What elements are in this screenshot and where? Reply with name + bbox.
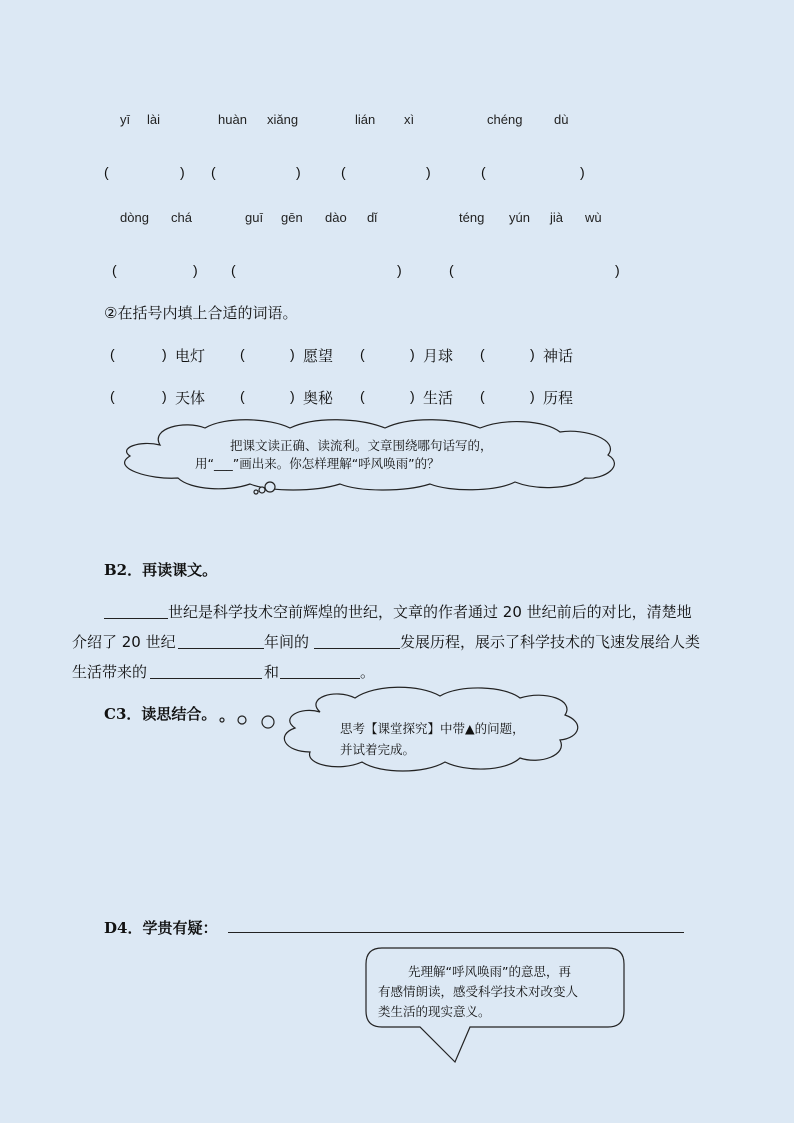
answer-paren-open: ( (449, 262, 454, 278)
answer-paren-open: ( (112, 262, 117, 278)
pinyin-syllable: yún (509, 210, 530, 225)
answer-paren-close: ) (615, 262, 620, 278)
word-item: 电灯 (175, 347, 206, 365)
word-item: 奥秘 (303, 389, 334, 407)
answer-paren-open: ( (211, 164, 216, 180)
answer-paren-open: ( (240, 346, 245, 362)
answer-paren-close: ) (180, 164, 185, 180)
pinyin-syllable: dào (325, 210, 347, 225)
answer-paren-close: ) (162, 388, 167, 404)
blank-line (314, 648, 400, 649)
section-b-text: 年间的 (264, 633, 310, 651)
cloud2-line2: 并试着完成。 (340, 742, 416, 757)
instruction-fill-words: ②在括号内填上合适的词语。 (104, 304, 298, 322)
pinyin-syllable: gēn (281, 210, 303, 225)
answer-paren-close: ) (397, 262, 402, 278)
word-item: 天体 (175, 389, 206, 407)
section-b-text: 生活带来的 (72, 663, 148, 681)
answer-paren-close: ) (426, 164, 431, 180)
answer-paren-close: ) (530, 346, 535, 362)
pinyin-syllable: chéng (487, 112, 523, 127)
blank-line (280, 678, 360, 679)
answer-paren-open: ( (341, 164, 346, 180)
blank-line (178, 648, 264, 649)
section-c-heading: C3．读思结合。 (104, 705, 217, 723)
pinyin-syllable: xì (404, 112, 415, 127)
bubble-line1: 先理解“呼风唤雨”的意思，再 (408, 964, 571, 979)
word-item: 月球 (423, 347, 454, 365)
answer-paren-open: ( (110, 388, 115, 404)
answer-paren-open: ( (480, 346, 485, 362)
answer-paren-close: ) (530, 388, 535, 404)
answer-paren-close: ) (162, 346, 167, 362)
word-item: 生活 (423, 389, 454, 407)
answer-paren-open: ( (360, 388, 365, 404)
cloud1-line2: 用“___”画出来。你怎样理解“呼风唤雨”的？ (195, 456, 440, 471)
answer-paren-close: ) (296, 164, 301, 180)
pinyin-syllable: dù (554, 112, 569, 127)
answer-paren-close: ) (290, 346, 295, 362)
pinyin-syllable: xiǎng (267, 112, 299, 127)
pinyin-syllable: dǐ (367, 210, 378, 225)
word-item: 神话 (543, 347, 574, 365)
bubble-line2: 有感情朗读，感受科学技术对改变人 (378, 984, 579, 999)
cloud1-line1: 把课文读正确、读流利。文章围绕哪句话写的， (230, 438, 493, 453)
section-b-text: 。 (360, 663, 376, 681)
section-d-heading: D4．学贵有疑： (104, 919, 218, 937)
pinyin-syllable: guī (245, 210, 264, 225)
answer-paren-close: ) (580, 164, 585, 180)
pinyin-syllable: wù (585, 210, 602, 225)
section-b-text: 介绍了 20 世纪 (72, 633, 176, 651)
pinyin-syllable: lián (355, 112, 376, 127)
answer-paren-open: ( (481, 164, 486, 180)
word-item: 历程 (543, 389, 574, 407)
section-b-text: 发展历程，展示了科学技术的飞速发展给人类 (400, 633, 701, 651)
answer-paren-open: ( (480, 388, 485, 404)
question-answer-line[interactable] (228, 932, 684, 933)
pinyin-syllable: téng (459, 210, 485, 225)
blank-line (104, 618, 168, 619)
cloud2-line1: 思考【课堂探究】中带▲的问题， (340, 721, 525, 736)
answer-paren-open: ( (360, 346, 365, 362)
section-b-text: 和 (264, 663, 280, 681)
answer-paren-close: ) (290, 388, 295, 404)
answer-paren-close: ) (193, 262, 198, 278)
answer-paren-close: ) (410, 388, 415, 404)
pinyin-syllable: lài (147, 112, 161, 127)
section-b-heading: B2．再读课文。 (104, 561, 218, 579)
word-item: 愿望 (303, 347, 334, 365)
pinyin-syllable: chá (171, 210, 192, 225)
answer-paren-close: ) (410, 346, 415, 362)
bubble-line3: 类生活的现实意义。 (378, 1004, 491, 1019)
answer-paren-open: ( (104, 164, 109, 180)
pinyin-syllable: dòng (120, 210, 149, 225)
section-b-text: 世纪是科学技术空前辉煌的世纪，文章的作者通过 20 世纪前后的对比，清楚地 (168, 603, 692, 621)
pinyin-syllable: jià (550, 210, 564, 225)
blank-line (150, 678, 262, 679)
answer-paren-open: ( (231, 262, 236, 278)
answer-paren-open: ( (110, 346, 115, 362)
pinyin-syllable: huàn (218, 112, 247, 127)
answer-paren-open: ( (240, 388, 245, 404)
pinyin-syllable: yī (120, 112, 131, 127)
